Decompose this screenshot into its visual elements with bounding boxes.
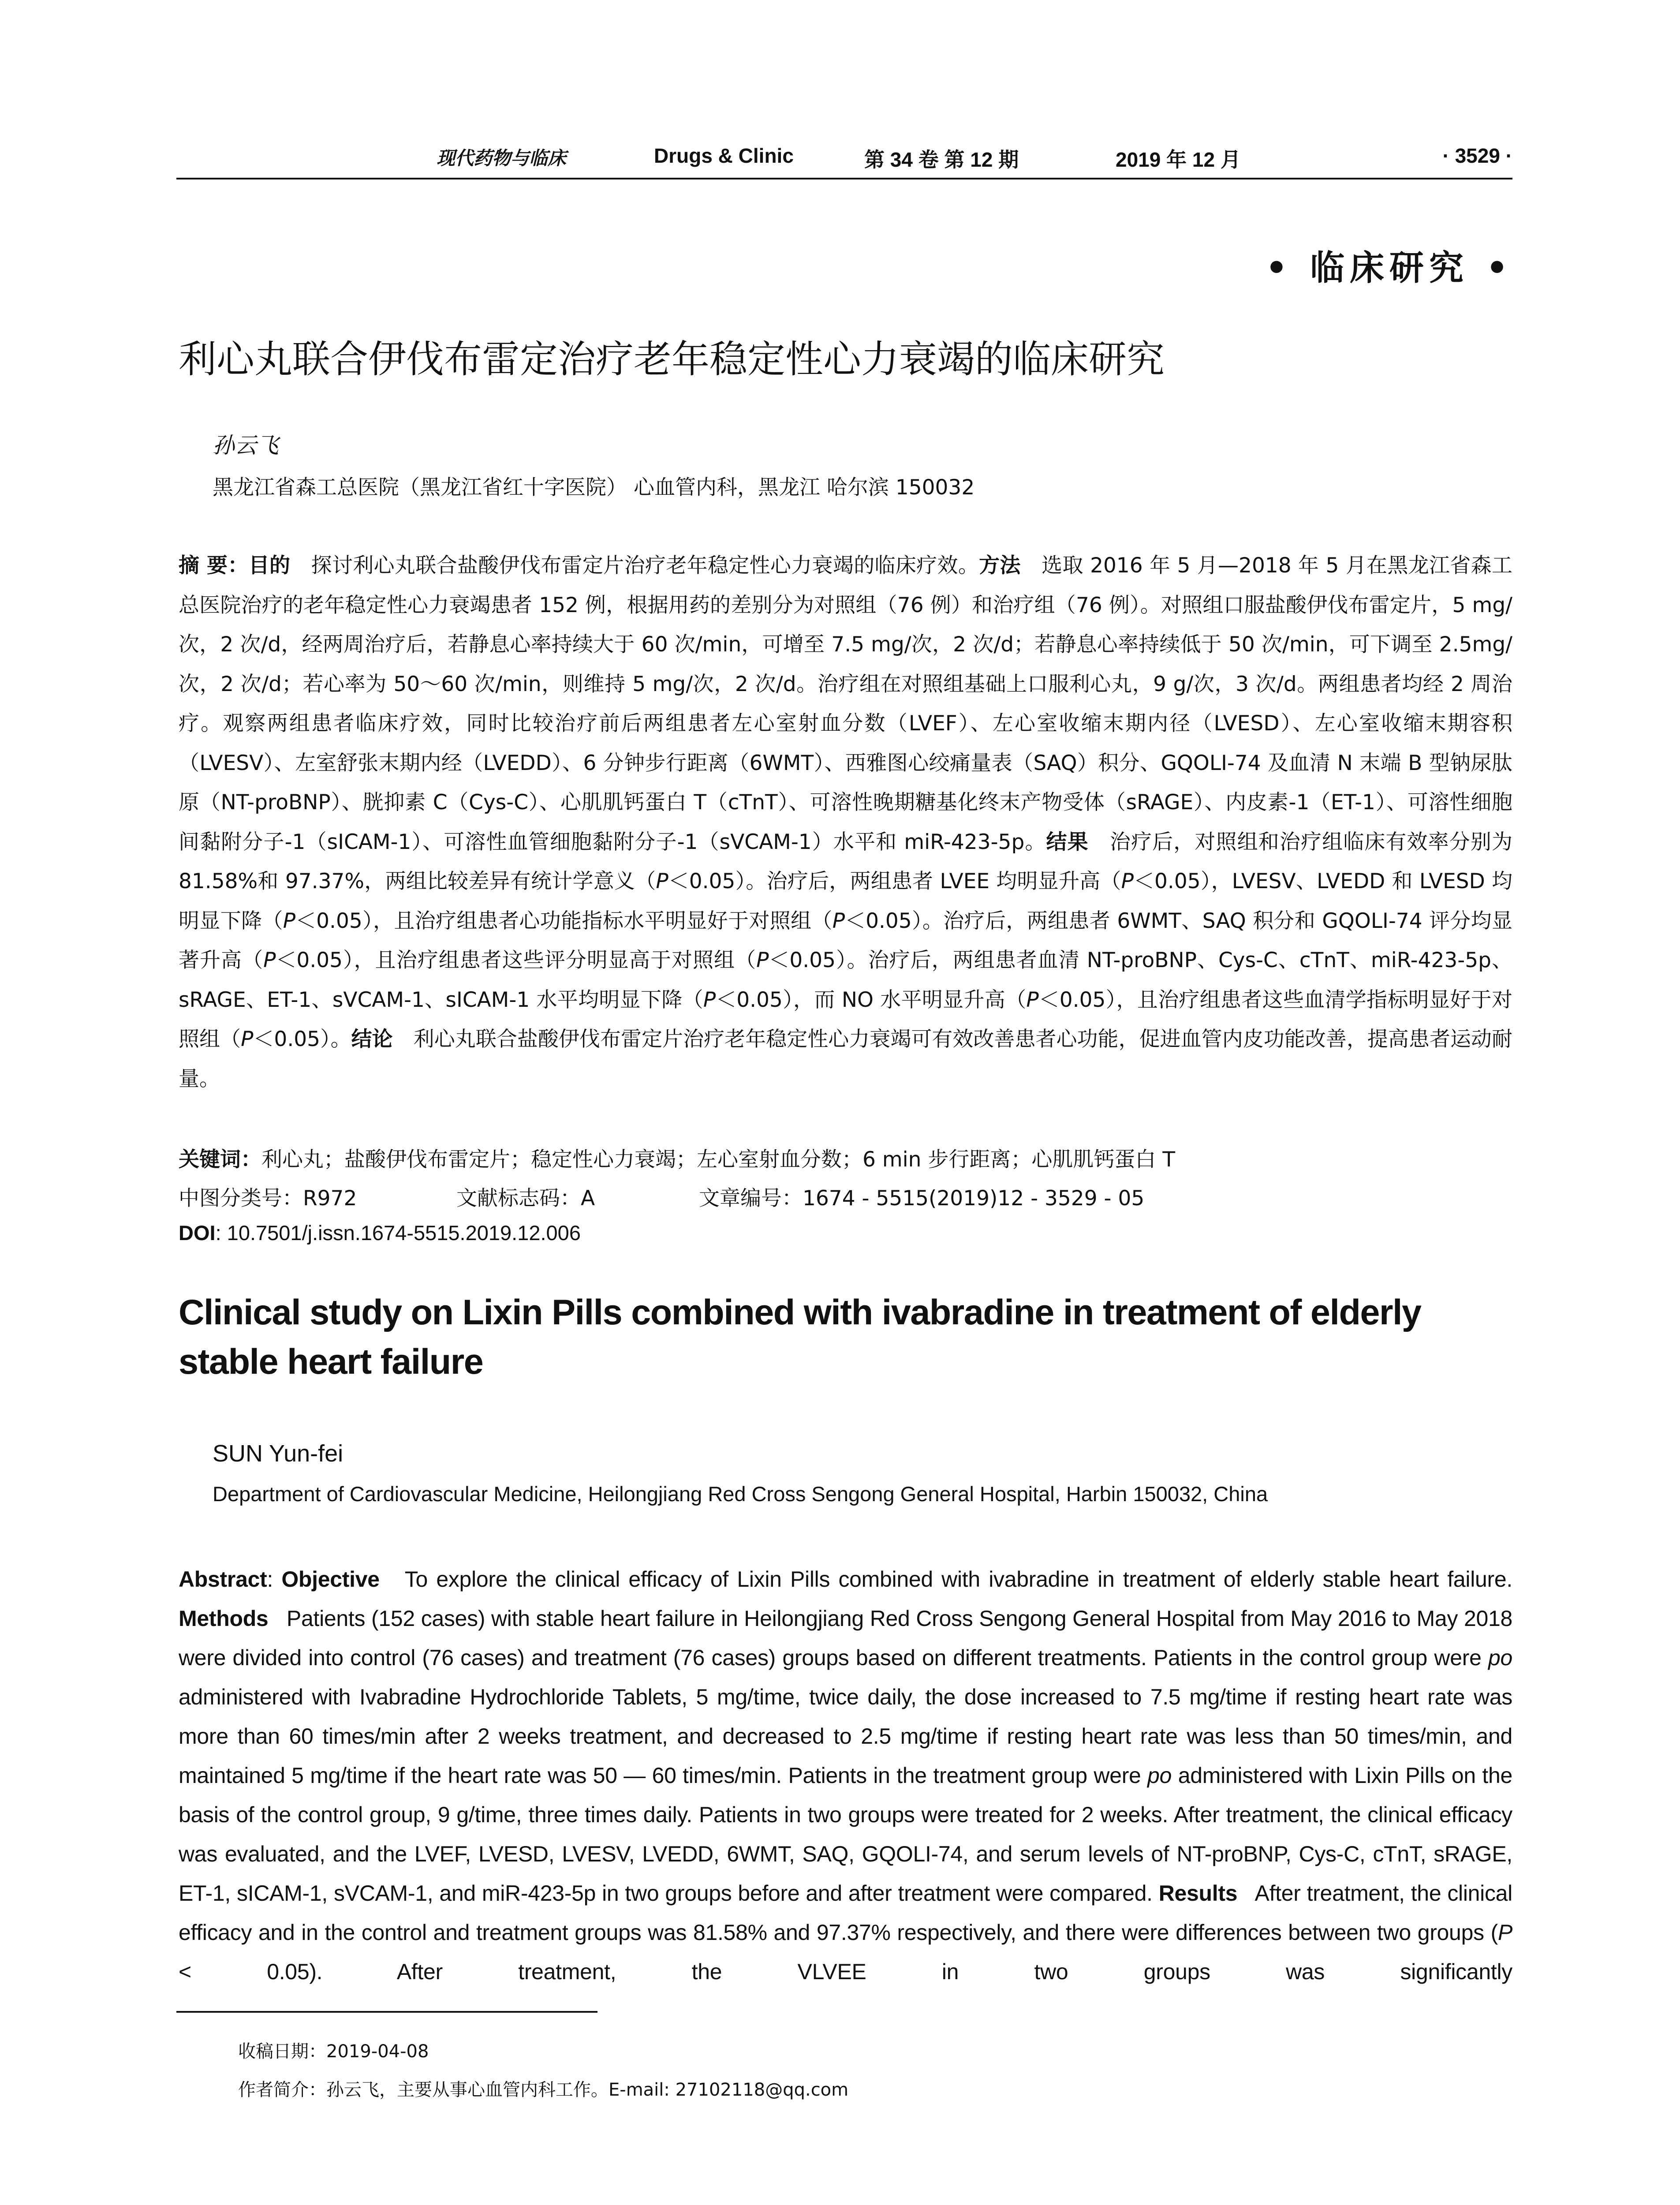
conclusion-label-cn: 结论 bbox=[351, 1027, 393, 1051]
objective-label-en: Objective bbox=[281, 1567, 380, 1592]
methods-label-en: Methods bbox=[179, 1606, 269, 1631]
methods-text-en: administered with Ivabradine Hydrochloride Tablets, 5 mg/time, twice daily, the dose increased to 7.5 mg/time if resting heart rate was more than 60 times/min after 2 weeks treatment, and decreased to 2.5 mg/time if resting heart rate was less than 50 times/min, and maintained 5 mg/time if the heart rate was 50 — 60 times/min. Patients in the treatment group were bbox=[179, 1685, 1512, 1788]
results-text-cn: ＜0.05），且治疗组患者心功能指标水平明显好于对照组（ bbox=[295, 908, 833, 933]
results-text-cn: ＜0.05）。治疗后，两组患者 LVEE 均明显升高（ bbox=[668, 869, 1121, 893]
p-symbol: P bbox=[1026, 987, 1039, 1012]
document-code: 文献标志码：A bbox=[456, 1186, 595, 1211]
p-symbol: P bbox=[703, 987, 716, 1012]
p-symbol: P bbox=[1497, 1920, 1512, 1945]
p-symbol: P bbox=[756, 948, 769, 972]
p-symbol: P bbox=[283, 908, 296, 933]
keywords-label: 关键词： bbox=[179, 1147, 261, 1172]
author-bio-label: 作者简介： bbox=[238, 2080, 326, 2100]
results-text-cn: ＜0.05）。 bbox=[253, 1027, 351, 1051]
author-bio bbox=[238, 2076, 848, 2101]
p-symbol: P bbox=[1121, 869, 1134, 893]
results-text-cn: ＜0.05），LVESV、LVEDD 和 LVESD 均明显下降（ bbox=[179, 869, 1512, 933]
methods-text-en: administered with Lixin Pills on the basis of the control group, 9 g/time, three times daily. Patients in two groups were treated for 2 weeks. After treatment, the clinical efficacy was evaluated, and the LVEF, LVESD, LVESV, LVEDD, 6WMT, SAQ, GQOLI-74, and serum levels of NT-proBNP, Cys-C, cTnT, sRAGE, ET-1, sICAM-1, sVCAM-1, and miR-423-5p in two groups before and after treatment were compared. bbox=[179, 1763, 1512, 1906]
results-text-cn: ＜0.05）。治疗后，两组患者 6WMT、SAQ 积分和 GQOLI-74 评分均显著升高（ bbox=[179, 908, 1512, 972]
p-symbol: P bbox=[832, 908, 845, 933]
classification-line bbox=[179, 1182, 1237, 1213]
issue-date: 2019 年 12 月 bbox=[1116, 148, 1241, 171]
results-text-cn: 治疗后，对照组和治疗组临床有效率分别为 81.58%和 97.37%，两组比较差异有统计学意义（ bbox=[179, 830, 1513, 893]
title-cn: 利心丸联合伊伐布雷定治疗老年稳定性心力衰竭的临床研究 bbox=[179, 337, 1165, 381]
results-text-en: After treatment, the clinical efficacy and in the control and treatment groups was 81.58% and 97.37% respectively, and there were differences between two groups ( bbox=[179, 1881, 1512, 1945]
methods-text-en: Patients (152 cases) with stable heart failure in Heilongjiang Red Cross Sengong General Hospital from May 2016 to May 2018 were divided into control (76 cases) and treatment (76 cases) groups based on different treatments. Patients in the control group were bbox=[179, 1606, 1512, 1670]
po-abbrev: po bbox=[1147, 1763, 1172, 1788]
keywords-cn bbox=[179, 1143, 1175, 1174]
doi-link[interactable]: : 10.7501/j.issn.1674-5515.2019.12.006 bbox=[215, 1221, 581, 1245]
objective-text-en: To explore the clinical efficacy of Lixin Pills combined with ivabradine in treatment of elderly stable heart failure. bbox=[404, 1567, 1512, 1592]
affiliation-en: Department of Cardiovascular Medicine, Heilongjiang Red Cross Sengong General Hospital, Harbin 150032, China bbox=[213, 1482, 1268, 1506]
journal-name-cn: 现代药物与临床 bbox=[437, 147, 567, 169]
running-header bbox=[176, 144, 1512, 175]
conclusion-text-cn: 利心丸联合盐酸伊伐布雷定片治疗老年稳定性心力衰竭可有效改善患者心功能，促进血管内皮功能改善，提高患者运动耐量。 bbox=[179, 1027, 1513, 1091]
clc-number: 中图分类号：R972 bbox=[179, 1186, 357, 1211]
author-bio-text: 孙云飞，主要从事心血管内科工作。E-mail: 27102118@qq.com bbox=[326, 2080, 849, 2100]
abstract-cn bbox=[179, 546, 1512, 1099]
objective-text-cn: 探讨利心丸联合盐酸伊伐布雷定片治疗老年稳定性心力衰竭的临床疗效。 bbox=[311, 553, 979, 578]
doi-line bbox=[179, 1221, 581, 1252]
methods-text-cn: 选取 2016 年 5 月—2018 年 5 月在黑龙江省森工总医院治疗的老年稳定性心力衰竭患者 152 例，根据用药的差别分为对照组（76 例）和治疗组（76 例）。对照组口服盐酸伊伐布雷定片，5 mg/次，2 次/d，经两周治疗后，若静息心率持续大于 60 次/min，可增至 7.5 mg/次，2 次/d；若静息心率持续低于 50 次/min，可下调至 2.5mg/次，2 次/d；若心率为 50～60 次/min，则维持 5 mg/次，2 次/d。治疗组在对照组基础上口服利心丸，9 g/次，3 次/d。两组患者均经 2 周治疗。观察两组患者临床疗效，同时比较治疗前后两组患者左心室射血分数（LVEF）、左心室收缩末期内径（LVESD）、左心室收缩末期容积（LVESV）、左室舒张末期内经（LVEDD）、6 分钟步行距离（6WMT）、西雅图心绞痛量表（SAQ）积分、GQOLI-74 及血清 N 末端 B 型钠尿肽原（NT-proBNP）、胱抑素 C（Cys-C）、心肌肌钙蛋白 T（cTnT）、可溶性晚期糖基化终末产物受体（sRAGE）、内皮素-1（ET-1）、可溶性细胞间黏附分子-1（sICAM-1）、可溶性血管细胞黏附分子-1（sVCAM-1）水平和 miR-423-5p。 bbox=[179, 553, 1512, 854]
volume-issue: 第 34 卷 第 12 期 bbox=[864, 148, 1019, 171]
results-text-cn: ＜0.05）。治疗后，两组患者血清 NT-proBNP、Cys-C、cTnT、miR-423-5p、sRAGE、ET-1、sVCAM-1、sICAM-1 水平均明显下降（ bbox=[179, 948, 1512, 1012]
footnote-rule bbox=[176, 2011, 597, 2013]
p-symbol: P bbox=[263, 948, 276, 972]
abstract-colon: : bbox=[267, 1567, 282, 1592]
keywords-text: 利心丸；盐酸伊伐布雷定片；稳定性心力衰竭；左心室射血分数；6 min 步行距离；心肌肌钙蛋白 T bbox=[261, 1147, 1176, 1172]
title-en: Clinical study on Lixin Pills combined with ivabradine in treatment of elderly stable heart failure bbox=[179, 1293, 1421, 1382]
abstract-en bbox=[179, 1560, 1512, 1992]
author-en: SUN Yun-fei bbox=[213, 1440, 343, 1467]
author-cn: 孙云飞 bbox=[213, 433, 279, 458]
doi-label: DOI bbox=[179, 1221, 216, 1245]
abstract-label-cn: 摘 要： bbox=[179, 553, 249, 578]
page-number: · 3529 · bbox=[1442, 144, 1512, 167]
results-text-en: < 0.05). After treatment, the VLVEE in two groups was significantly bbox=[179, 1959, 1512, 1984]
methods-label-cn: 方法 bbox=[979, 553, 1021, 578]
article-number: 文章编号：1674 - 5515(2019)12 - 3529 - 05 bbox=[699, 1186, 1145, 1211]
journal-name-en: Drugs & Clinic bbox=[654, 144, 794, 167]
section-tag: • 临床研究 • bbox=[1265, 248, 1513, 288]
p-symbol: P bbox=[656, 869, 668, 893]
abstract-label-en: Abstract bbox=[179, 1567, 267, 1592]
header-rule bbox=[176, 178, 1512, 179]
results-text-cn: ＜0.05），且治疗组患者这些血清学指标明显好于对照组（ bbox=[179, 987, 1512, 1051]
p-symbol: P bbox=[241, 1027, 254, 1051]
results-label-cn: 结果 bbox=[1046, 830, 1089, 854]
results-text-cn: ＜0.05），而 NO 水平明显升高（ bbox=[716, 987, 1027, 1012]
received-date: 收稿日期：2019-04-08 bbox=[238, 2041, 429, 2062]
objective-label-cn: 目的 bbox=[248, 553, 291, 578]
po-abbrev: po bbox=[1488, 1645, 1512, 1670]
affiliation-cn: 黑龙江省森工总医院（黑龙江省红十字医院） 心血管内科，黑龙江 哈尔滨 150032 bbox=[213, 475, 975, 500]
results-label-en: Results bbox=[1158, 1881, 1238, 1906]
results-text-cn: ＜0.05），且治疗组患者这些评分明显高于对照组（ bbox=[276, 948, 757, 972]
